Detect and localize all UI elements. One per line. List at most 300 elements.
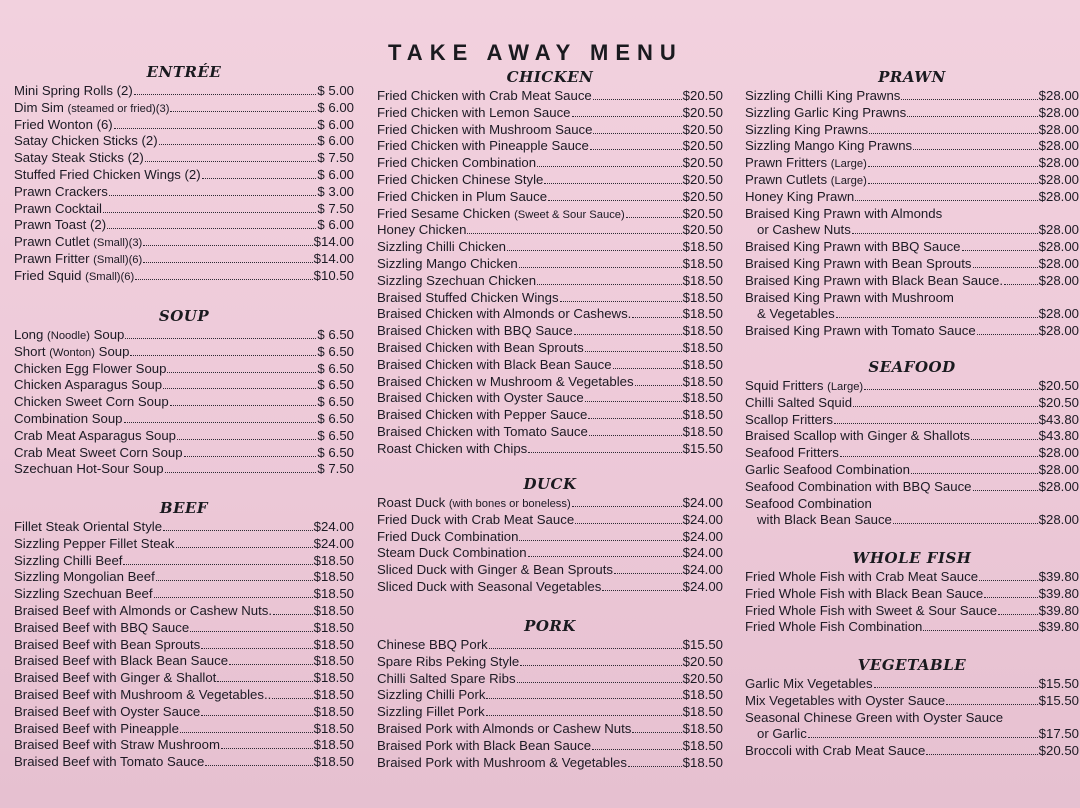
item-name-text: Sizzling Mango Chicken (377, 255, 518, 271)
item-name-text: Prawn Fritter (14, 250, 94, 266)
menu-item-name (377, 155, 536, 172)
menu-item-name (745, 273, 1003, 290)
dot-leader (272, 698, 312, 699)
item-name-note: (steamed or fried)(3) (67, 102, 170, 115)
menu-item-name (14, 327, 124, 344)
menu-item-name (377, 687, 485, 704)
item-name-text: Chicken Sweet Corn Soup (14, 394, 169, 410)
menu-item-name (377, 407, 587, 424)
menu-item (745, 479, 1079, 496)
dot-leader (107, 228, 316, 229)
item-name-text: Short (14, 343, 50, 359)
item-name-text: Fried Whole Fish with Sweet & Sour Sauce (745, 602, 998, 618)
menu-item-price: $ 6.00 (317, 217, 354, 233)
menu-item-name (14, 83, 133, 100)
dot-leader (109, 195, 317, 196)
menu-item (14, 217, 354, 234)
menu-item-name (14, 569, 155, 586)
dot-leader (635, 385, 682, 386)
section-chicken (377, 66, 723, 458)
menu-item (14, 721, 354, 738)
item-name-text: Fried Chicken in Plum Sauce (377, 188, 548, 204)
menu-item-price: $ 6.50 (317, 444, 354, 460)
dot-leader (170, 111, 316, 112)
dot-leader (176, 547, 313, 548)
section-seafood (745, 356, 1079, 529)
menu-item-price: $18.50 (313, 586, 354, 602)
menu-item-price: $39.80 (1038, 585, 1079, 601)
menu-item-price: $24.00 (682, 578, 723, 594)
menu-item-price: $18.50 (313, 686, 354, 702)
item-name-text: Fried Chicken with Lemon Sauce (377, 104, 571, 120)
menu-item-price: $28.00 (1038, 323, 1079, 339)
menu-item-price: $24.00 (682, 562, 723, 578)
menu-item-name (14, 150, 144, 167)
menu-item-name (745, 676, 873, 693)
item-name-text: Fried Chicken with Crab Meat Sauce (377, 88, 592, 103)
dot-leader (130, 355, 316, 356)
menu-item-price: $ 3.00 (317, 183, 354, 199)
item-name-text: Sizzling Pepper Fillet Steak (14, 535, 175, 551)
dot-leader (911, 473, 1038, 474)
menu-item (14, 603, 354, 620)
item-name-text: Braised Chicken with Bean Sprouts (377, 339, 584, 355)
dot-leader (201, 648, 312, 649)
item-name-text: Sliced Duck with Ginger & Bean Sprouts (377, 562, 614, 578)
menu-item-price: $ 7.50 (317, 150, 354, 166)
item-name-text: Fried Wonton (6) (14, 116, 113, 132)
menu-item-name (14, 201, 102, 218)
dot-leader (836, 317, 1038, 318)
menu-item-name (745, 290, 954, 307)
menu-item-name (14, 754, 204, 771)
menu-item-name (14, 133, 158, 150)
menu-item-price: $18.50 (682, 737, 723, 753)
dot-leader (528, 452, 681, 453)
dot-leader (143, 262, 312, 263)
menu-item-price: $15.50 (1038, 692, 1079, 708)
menu-item-price: $18.50 (682, 720, 723, 736)
dot-leader (159, 144, 317, 145)
menu-item (745, 189, 1079, 206)
menu-item (745, 122, 1079, 139)
item-name-note: (Large) (830, 158, 867, 171)
section-pork (377, 615, 723, 771)
menu-item (14, 754, 354, 771)
menu-item-name (745, 155, 867, 172)
menu-item-name (14, 361, 166, 378)
menu-item-price: $24.00 (682, 495, 723, 510)
menu-item-price: $18.50 (682, 373, 723, 389)
menu-item-price: $28.00 (1038, 239, 1079, 255)
menu-item-name (377, 390, 584, 407)
menu-item (377, 654, 723, 671)
menu-item (14, 361, 354, 378)
menu-item-list (377, 495, 723, 596)
menu-item (745, 603, 1079, 620)
menu-item (377, 512, 723, 529)
item-name-text: Prawn Toast (2) (14, 217, 107, 233)
menu-item-name (14, 687, 271, 704)
item-name-text: Fried Whole Fish with Crab Meat Sauce (745, 569, 979, 584)
menu-item-name (377, 138, 589, 155)
menu-item-price: $ 5.00 (317, 83, 354, 98)
menu-item-price: $20.50 (682, 670, 723, 686)
item-name-text: Braised Beef with Almonds or Cashew Nuts. (14, 602, 273, 618)
item-name-text: Braised Beef with Ginger & Shallot (14, 670, 217, 686)
dot-leader (201, 715, 312, 716)
menu-item (377, 579, 723, 596)
section-heading: WHOLE FISH (852, 549, 972, 567)
dot-leader (868, 183, 1038, 184)
item-name-text: Prawn Fritters (745, 155, 831, 171)
item-name-text: Broccoli with Crab Meat Sauce (745, 743, 926, 759)
menu-item-price: $28.00 (1038, 272, 1079, 288)
dot-leader (486, 698, 681, 699)
menu-item (377, 390, 723, 407)
dot-leader (834, 423, 1038, 424)
menu-item-name (745, 512, 892, 529)
menu-item-name (377, 579, 601, 596)
dot-leader (560, 301, 682, 302)
menu-item (377, 340, 723, 357)
dot-leader (864, 389, 1037, 390)
menu-item-name (377, 239, 506, 256)
item-name-text: Fried Whole Fish with Black Bean Sauce (745, 585, 984, 601)
menu-item-price: $43.80 (1038, 428, 1079, 444)
menu-item-price: $18.50 (313, 636, 354, 652)
menu-item (745, 395, 1079, 412)
item-name-suffix: Soup (89, 327, 125, 342)
menu-item (377, 357, 723, 374)
menu-item (745, 743, 1079, 760)
menu-item (377, 256, 723, 273)
dot-leader (628, 766, 682, 767)
dot-leader (852, 233, 1038, 234)
menu-item-price: $24.00 (682, 545, 723, 561)
menu-item (377, 122, 723, 139)
menu-item-name (745, 743, 925, 760)
menu-item-price: $28.00 (1038, 512, 1079, 528)
menu-item-price: $18.50 (313, 602, 354, 618)
menu-item (14, 327, 354, 344)
item-name-text: Mini Spring Rolls (2) (14, 83, 133, 98)
menu-item (745, 726, 1079, 743)
menu-item-price: $18.50 (313, 619, 354, 635)
dot-leader (901, 99, 1037, 100)
dot-leader (229, 664, 313, 665)
menu-item (14, 637, 354, 654)
menu-item-price: $18.50 (313, 754, 354, 770)
item-name-text: Braised King Prawn with Tomato Sauce (745, 323, 976, 339)
item-name-text: Seafood Combination with BBQ Sauce (745, 478, 972, 494)
menu-item (14, 201, 354, 218)
menu-item (14, 150, 354, 167)
menu-item-name (745, 445, 839, 462)
item-name-text: Braised Pork with Almonds or Cashew Nuts (377, 720, 632, 736)
section-heading: BEEF (159, 499, 209, 517)
menu-item-price: $28.00 (1038, 445, 1079, 461)
item-name-text: Roast Chicken with Chips (377, 440, 528, 456)
menu-item (14, 620, 354, 637)
section-heading: SEAFOOD (868, 358, 956, 376)
item-name-text: Braised Chicken with Black Bean Sauce (377, 356, 612, 372)
menu-item-name (745, 569, 978, 586)
dot-leader (592, 749, 682, 750)
menu-item-price: $14.00 (313, 234, 354, 250)
menu-item-name (377, 704, 485, 721)
dot-leader (614, 573, 682, 574)
menu-item (14, 704, 354, 721)
item-name-text: Garlic Mix Vegetables (745, 676, 873, 691)
dot-leader (544, 183, 681, 184)
menu-item-name (745, 222, 851, 239)
item-name-text: Chicken Asparagus Soup (14, 377, 163, 393)
menu-item (745, 378, 1079, 395)
item-name-text: Scallop Fritters (745, 411, 833, 427)
item-name-text: Sliced Duck with Seasonal Vegetables (377, 578, 602, 594)
menu-item-price: $18.50 (682, 323, 723, 339)
dot-leader (574, 334, 682, 335)
dot-leader (467, 233, 681, 234)
menu-item-price: $ 6.50 (317, 327, 354, 342)
menu-item (377, 155, 723, 172)
menu-item (377, 273, 723, 290)
menu-item-price: $ 6.50 (317, 410, 354, 426)
menu-item (14, 344, 354, 361)
menu-item-price: $28.00 (1038, 188, 1079, 204)
dot-leader (893, 523, 1038, 524)
menu-item-price: $28.00 (1038, 171, 1079, 187)
section-vegetable (745, 654, 1079, 760)
item-name-text: Seafood Fritters (745, 445, 839, 461)
menu-item-name (745, 462, 910, 479)
item-name-text: Seafood Combination (745, 495, 872, 511)
menu-item-name (745, 726, 807, 743)
item-name-text: Sizzling Chilli King Prawns (745, 88, 901, 103)
dot-leader (190, 631, 312, 632)
menu-item (377, 323, 723, 340)
menu-item (377, 290, 723, 307)
item-name-text: Sizzling Szechuan Beef (14, 586, 153, 602)
item-name-text: Stuffed Fried Chicken Wings (2) (14, 166, 201, 182)
dot-leader (572, 116, 682, 117)
menu-item-name (377, 189, 547, 206)
item-name-text: Chinese BBQ Pork (377, 637, 488, 652)
menu-item (14, 569, 354, 586)
dot-leader (984, 597, 1037, 598)
dot-leader (926, 754, 1037, 755)
menu-item-price: $ 6.50 (317, 360, 354, 376)
menu-item-name (14, 704, 200, 721)
menu-item (745, 256, 1079, 273)
item-name-text: or Garlic (757, 726, 807, 742)
menu-item (14, 670, 354, 687)
menu-item-name (377, 545, 527, 562)
item-name-note: (with bones or boneless) (448, 498, 571, 510)
menu-item (14, 536, 354, 553)
item-name-text: Crab Meat Asparagus Soup (14, 427, 177, 443)
menu-item-name (14, 653, 228, 670)
dot-leader (869, 133, 1038, 134)
item-name-text: Sizzling Chilli Beef (14, 552, 123, 568)
menu-item (377, 562, 723, 579)
item-name-text: Satay Chicken Sticks (2) (14, 133, 158, 149)
dot-leader (537, 284, 682, 285)
dot-leader (632, 732, 681, 733)
dot-leader (588, 418, 681, 419)
menu-item-name (745, 138, 912, 155)
menu-item (745, 172, 1079, 189)
item-name-note: (Small)(6) (93, 253, 143, 266)
dot-leader (626, 217, 682, 218)
menu-item-name (745, 239, 961, 256)
menu-item-list (14, 83, 354, 285)
menu-item-name (745, 496, 872, 513)
menu-item (377, 545, 723, 562)
dot-leader (973, 490, 1038, 491)
menu-item-price: $18.50 (682, 704, 723, 720)
menu-item-price: $20.50 (682, 205, 723, 221)
item-name-text: Sizzling Mongolian Beef (14, 569, 155, 585)
menu-item-price: $20.50 (682, 121, 723, 137)
dot-leader (217, 681, 312, 682)
dot-leader (273, 614, 313, 615)
menu-item-name (377, 222, 466, 239)
item-name-text: Honey King Prawn (745, 188, 855, 204)
menu-item-price: $18.50 (313, 737, 354, 753)
dot-leader (874, 687, 1038, 688)
item-name-text: Braised King Prawn with Bean Sprouts (745, 255, 972, 271)
dot-leader (507, 250, 682, 251)
menu-item-name (377, 206, 625, 223)
menu-item (14, 251, 354, 268)
item-name-text: Braised Beef with Mushroom & Vegetables.. (14, 686, 272, 702)
item-name-text: Roast Duck (377, 495, 449, 510)
menu-item-list (14, 327, 354, 478)
menu-item-name (745, 378, 863, 395)
menu-item-name (377, 755, 627, 772)
menu-item (377, 138, 723, 155)
menu-item-name (745, 710, 1003, 727)
menu-item (14, 411, 354, 428)
item-name-text: Fried Sesame Chicken (377, 205, 515, 221)
menu-item-name (377, 88, 592, 105)
menu-item-price: $20.50 (1038, 743, 1079, 759)
menu-item (745, 619, 1079, 636)
item-name-text: Sizzling Garlic King Prawns (745, 104, 907, 120)
item-name-text: Braised Chicken with Tomato Sauce (377, 423, 588, 439)
menu-item (745, 512, 1079, 529)
dot-leader (808, 737, 1038, 738)
menu-item-price: $18.50 (682, 289, 723, 305)
item-name-text: Fried Chicken Combination (377, 155, 537, 171)
menu-item-name (745, 256, 972, 273)
item-name-text: Braised Beef with Oyster Sauce (14, 703, 201, 719)
menu-item-price: $14.00 (313, 250, 354, 266)
menu-item-name (745, 88, 900, 105)
dot-leader (125, 338, 316, 339)
menu-item-price: $18.50 (682, 272, 723, 288)
menu-item-price: $39.80 (1038, 569, 1079, 584)
menu-item-name (745, 323, 976, 340)
item-name-text: Braised Chicken with Almonds or Cashews. (377, 306, 632, 322)
menu-item-name (377, 529, 518, 546)
menu-item-price: $ 6.00 (317, 133, 354, 149)
dot-leader (170, 405, 317, 406)
item-name-text: Chilli Salted Spare Ribs (377, 670, 516, 686)
menu-item (377, 172, 723, 189)
menu-item (377, 206, 723, 223)
item-name-text: Braised Pork with Black Bean Sauce (377, 737, 592, 753)
menu-item-list (377, 88, 723, 458)
item-name-text: Prawn Cocktail (14, 200, 102, 216)
item-name-text: Braised King Prawn with BBQ Sauce (745, 239, 961, 255)
menu-item (377, 671, 723, 688)
dot-leader (632, 317, 681, 318)
menu-item (14, 461, 354, 478)
menu-item-price: $20.50 (682, 155, 723, 171)
dot-leader (154, 597, 313, 598)
menu-item-name (14, 737, 220, 754)
menu-item-list (14, 519, 354, 771)
dot-leader (489, 648, 682, 649)
item-name-text: Squid Fritters (745, 378, 828, 393)
menu-item (14, 445, 354, 462)
menu-item-name (14, 445, 183, 462)
item-name-note: (Small)(6) (85, 270, 135, 283)
menu-item-name (745, 586, 983, 603)
menu-item (745, 206, 1079, 223)
item-name-text: Fried Chicken with Mushroom Sauce (377, 121, 593, 137)
item-name-text: Sizzling Szechuan Chicken (377, 272, 537, 288)
menu-item-price: $28.00 (1038, 255, 1079, 271)
menu-item-name (745, 172, 867, 189)
menu-item-name (14, 217, 106, 234)
section-heading: SOUP (158, 307, 210, 325)
item-name-text: Seasonal Chinese Green with Oyster Sauce (745, 709, 1004, 725)
menu-item (377, 738, 723, 755)
dot-leader (585, 401, 682, 402)
menu-item-name (14, 268, 134, 285)
menu-item-name (377, 654, 519, 671)
menu-item-price: $18.50 (313, 720, 354, 736)
item-name-text: Sizzling Chilli Pork (377, 687, 486, 703)
menu-item (377, 704, 723, 721)
item-name-text: Braised King Prawn with Black Bean Sauce. (745, 272, 1004, 288)
menu-item (377, 637, 723, 654)
item-name-text: Sizzling Chilli Chicken (377, 239, 506, 255)
item-name-note: (Large) (827, 381, 864, 393)
menu-item (14, 377, 354, 394)
menu-item-name (377, 306, 631, 323)
dot-leader (590, 149, 682, 150)
menu-item-price: $28.00 (1038, 88, 1079, 103)
menu-item (745, 496, 1079, 513)
item-name-text: Braised Beef with BBQ Sauce (14, 619, 190, 635)
dot-leader (979, 580, 1038, 581)
item-name-text: Sizzling Fillet Pork (377, 704, 485, 720)
menu-item-name (745, 619, 922, 636)
dot-leader (971, 439, 1038, 440)
menu-item-price: $28.00 (1038, 306, 1079, 322)
item-name-text: Braised Chicken with Oyster Sauce (377, 390, 584, 406)
menu-item-name (377, 374, 634, 391)
menu-item-price: $20.50 (1038, 378, 1079, 393)
menu-item-price: $ 7.50 (317, 200, 354, 216)
menu-item (377, 306, 723, 323)
item-name-text: & Vegetables (757, 306, 835, 322)
